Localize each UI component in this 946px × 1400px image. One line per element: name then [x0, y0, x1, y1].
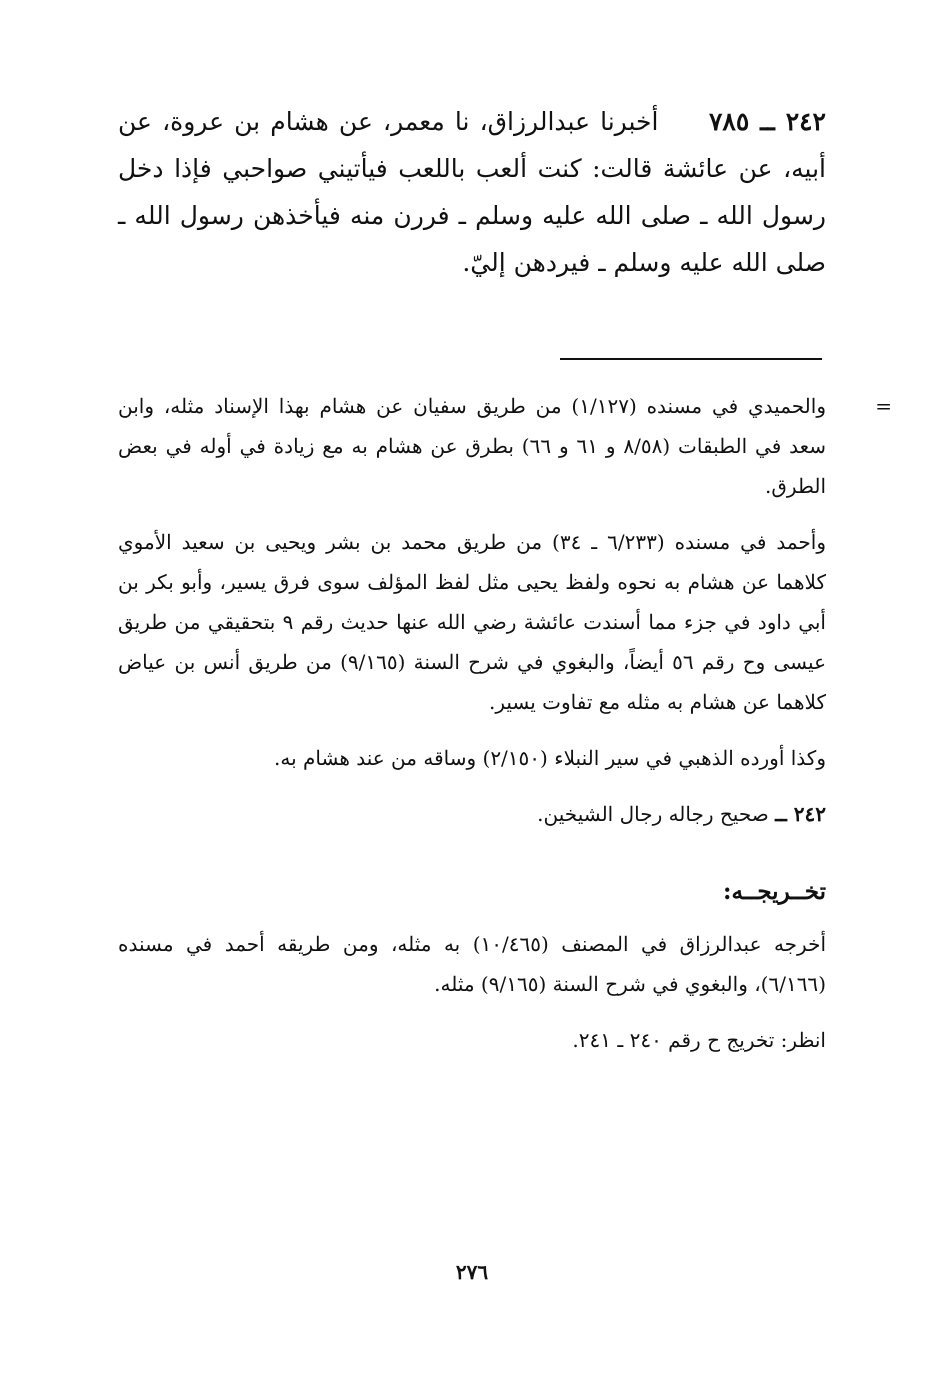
hadith-number: ٢٤٢ ــ ٧٨٥	[709, 107, 826, 136]
see-also-paragraph	[118, 1020, 826, 1060]
hadith-text: أخبرنا عبدالرزاق، نا معمر، عن هشام بن عروة، عن أبيه، عن عائشة قالت: كنت ألعب باللعب فيأتيني صواحبي فإذا دخل رسول الله ـ صلى الله عليه وسلم ـ فررن منه فيأخذهن رسول الله ـ صلى الله عليه وسلم ـ فيردهن إليّ.	[118, 107, 826, 277]
takhrij-paragraph	[118, 924, 826, 1004]
page-number: ٢٧٦	[455, 1260, 489, 1284]
footnote-paragraph-2	[118, 522, 826, 722]
footnote-paragraph-1	[118, 386, 892, 506]
takhrij-heading: تخــريجــه:	[723, 878, 826, 905]
see-also-text: انظر: تخريج ح رقم ٢٤٠ ـ ٢٤١.	[572, 1028, 826, 1052]
continuation-mark: =	[875, 394, 892, 418]
document-page	[118, 98, 892, 1358]
grading-number: ٢٤٢ ــ	[775, 802, 826, 826]
footnote-separator	[560, 358, 822, 360]
footnotes-section	[118, 386, 892, 1076]
footnote-text-3: وكذا أورده الذهبي في سير النبلاء (٢/١٥٠) وساقه من عند هشام به.	[274, 746, 826, 770]
footnote-paragraph-3	[118, 738, 826, 778]
grading-paragraph	[118, 794, 826, 834]
takhrij-text: أخرجه عبدالرزاق في المصنف (١٠/٤٦٥) به مثله، ومن طريقه أحمد في مسنده (٦/١٦٦)، والبغوي في شرح السنة (٩/١٦٥) مثله.	[118, 932, 826, 996]
grading-text: صحيح رجاله رجال الشيخين.	[537, 802, 769, 826]
hadith-paragraph	[118, 98, 826, 286]
footnote-text-2: وأحمد في مسنده (٦/٢٣٣ ـ ٣٤) من طريق محمد بن بشر ويحيى بن سعيد الأموي كلاهما عن هشام به نحوه ولفظ يحيى مثل لفظ المؤلف سوى فرق يسير، وأبو بكر بن أبي داود في جزء مما أسندت عائشة رضي الله عنها حديث رقم ٩ بتحقيقي من طريق عيسى وح رقم ٥٦ أيضاً، والبغوي في شرح السنة (٩/١٦٥) من طريق أنس بن عياض كلاهما عن هشام به مثله مع تفاوت يسير.	[118, 530, 827, 714]
footnote-text-1: والحميدي في مسنده (١/١٢٧) من طريق سفيان عن هشام بهذا الإسناد مثله، وابن سعد في الطبقات (٨/٥٨ و ٦١ و ٦٦) بطرق عن هشام به مع زيادة في أوله في بعض الطرق.	[118, 394, 827, 498]
